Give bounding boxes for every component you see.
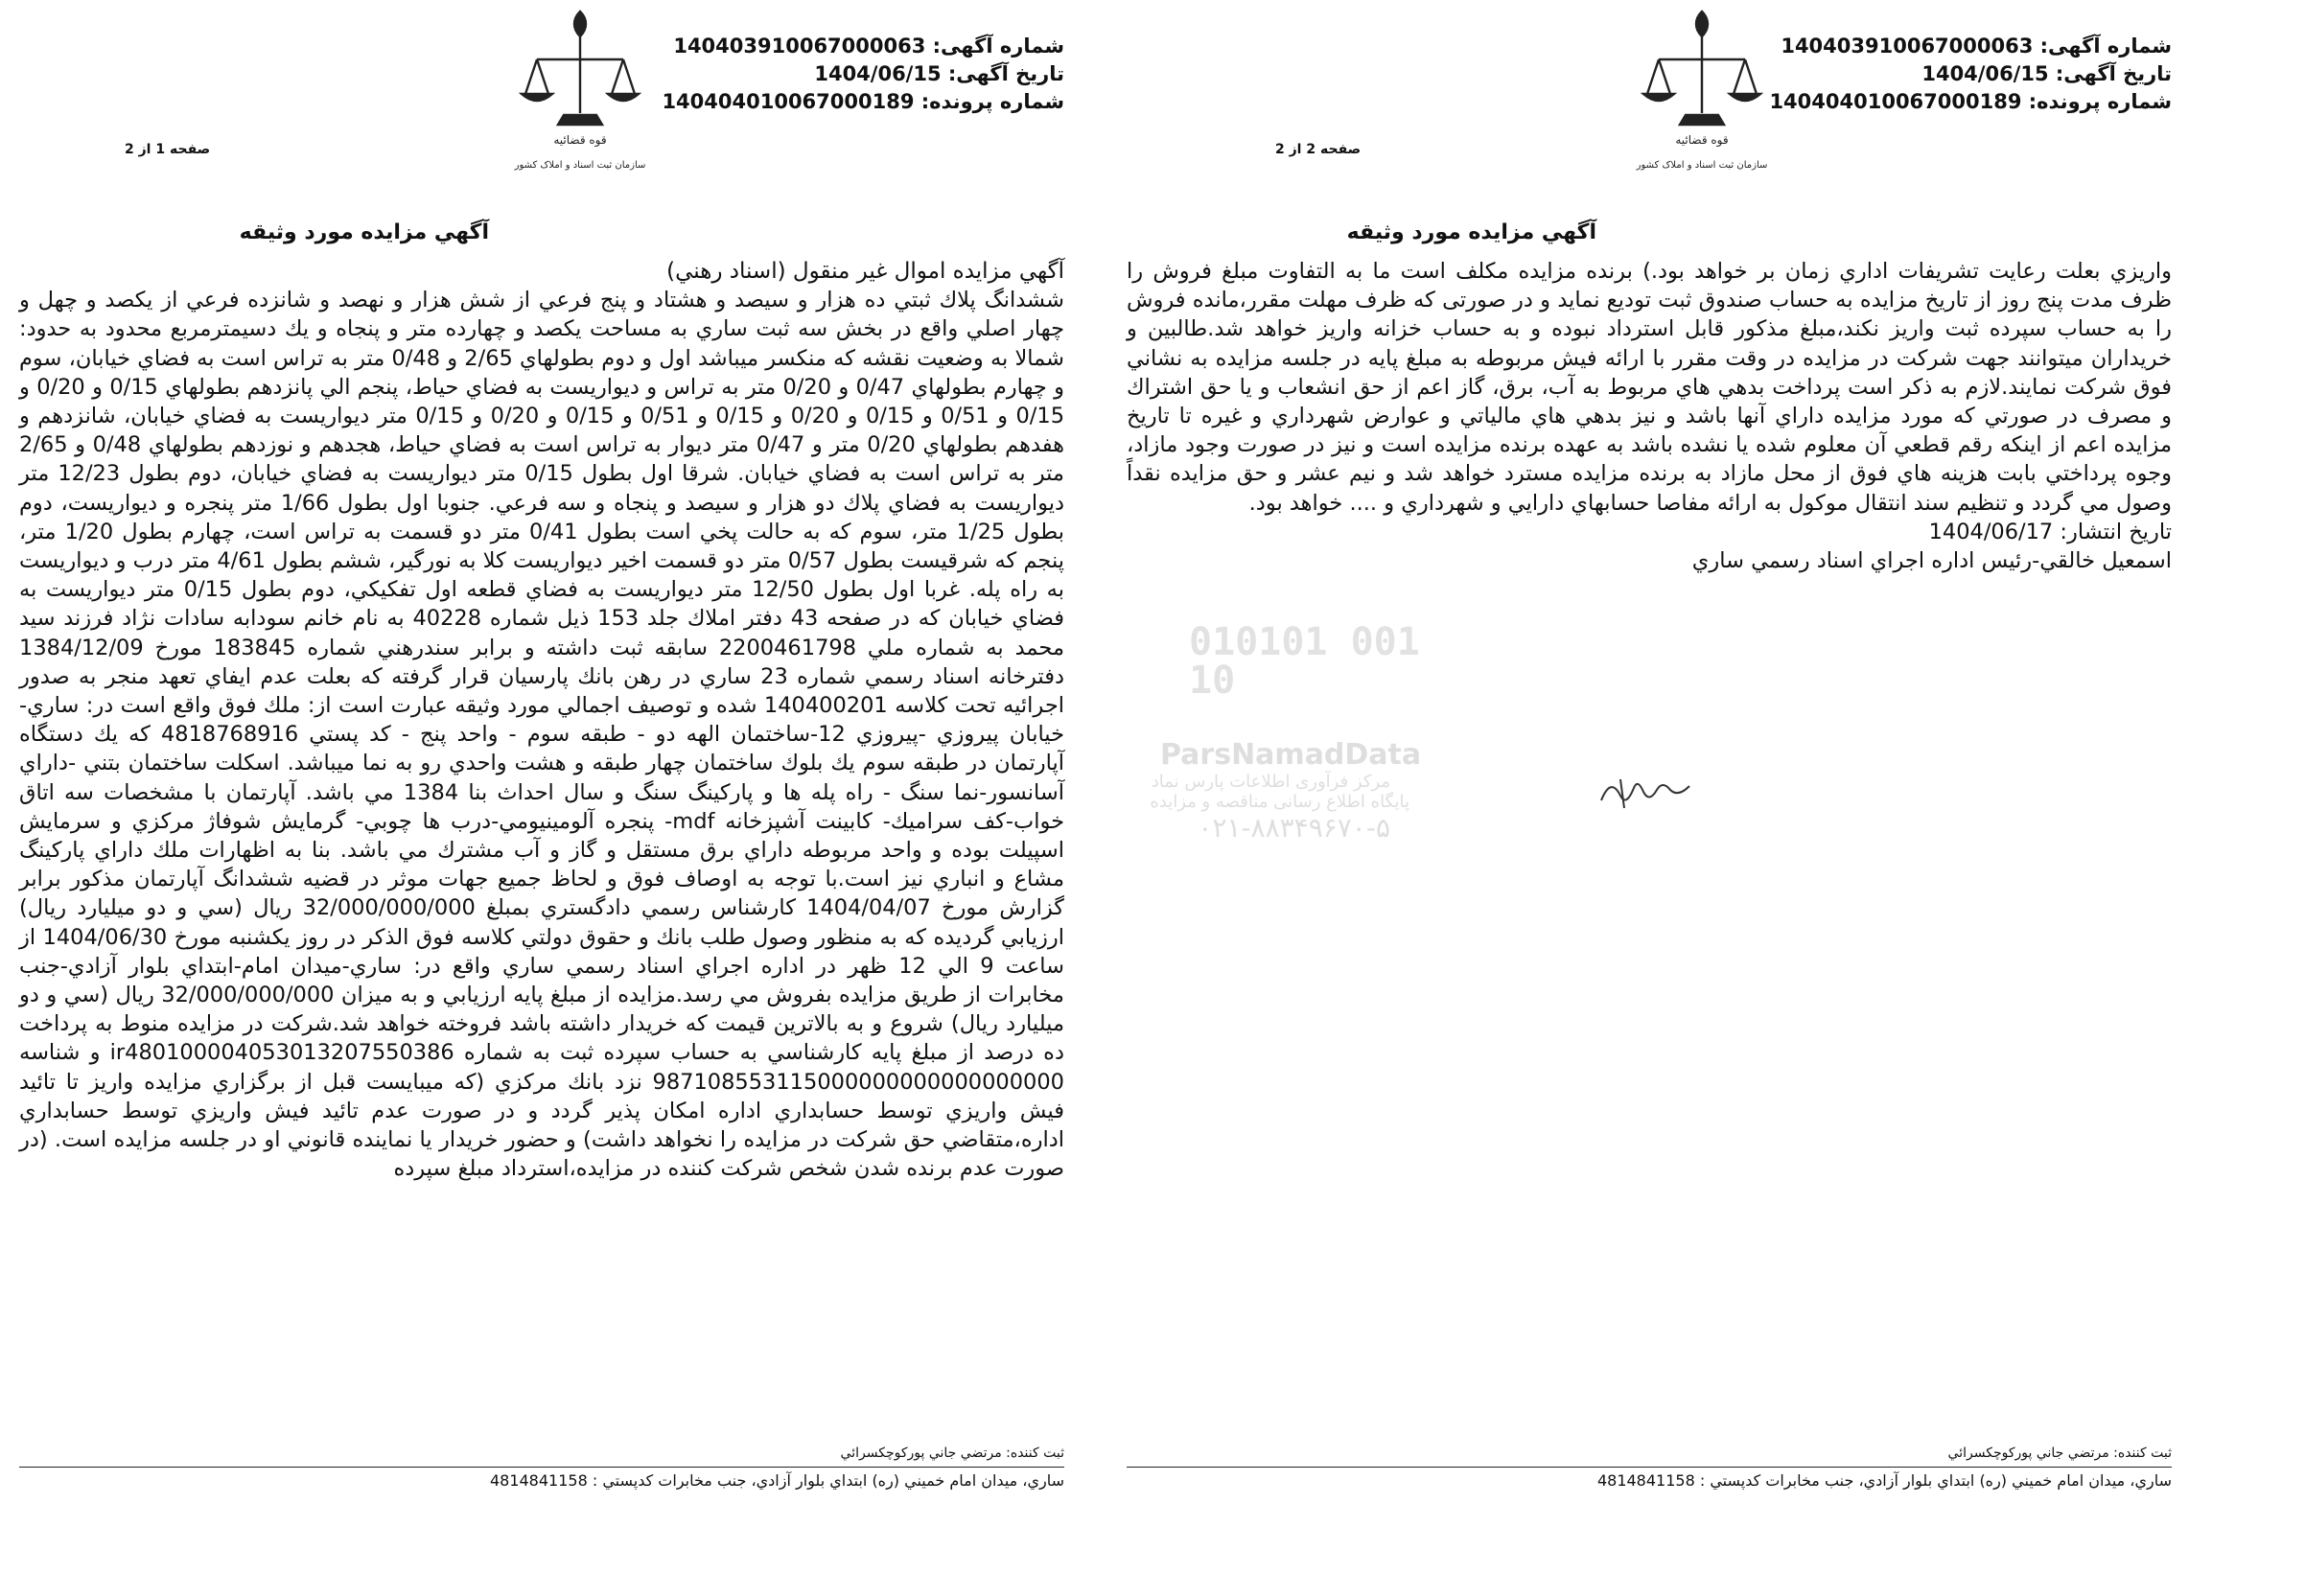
publish-date: تاريخ انتشار: 1404/06/17 xyxy=(1928,519,2172,544)
svg-text:قوه قضائیه: قوه قضائیه xyxy=(1675,133,1729,147)
page-number: صفحه 1 از 2 xyxy=(125,142,211,157)
notice-page-1 xyxy=(19,0,1064,1596)
notice-body xyxy=(19,257,1064,1184)
footer-divider xyxy=(1127,1467,2172,1468)
notice-number: 140403910067000063 xyxy=(1781,35,2034,58)
registrar: ثبت كننده: مرتضي جاني پوركوچكسرائي xyxy=(1947,1446,2172,1461)
notice-number: 140403910067000063 xyxy=(673,35,926,58)
signature-icon xyxy=(1592,762,1707,820)
watermark-line2: پایگاه اطلاع رسانی مناقصه و مزایده xyxy=(1150,792,1409,812)
notice-title: آگهي مزايده مورد وثيقه xyxy=(239,220,489,244)
notice-footer xyxy=(1127,1446,2172,1490)
file-number: 140404010067000189 xyxy=(662,90,915,113)
file-number-label: شماره پرونده: xyxy=(920,90,1064,113)
svg-text:قوه قضائیه: قوه قضائیه xyxy=(553,133,607,147)
page-number: صفحه 2 از 2 xyxy=(1275,142,1362,157)
notice-number-label: شماره آگهی: xyxy=(932,35,1064,58)
file-number: 140404010067000189 xyxy=(1769,90,2022,113)
registrar: ثبت كننده: مرتضي جاني پوركوچكسرائي xyxy=(840,1446,1064,1461)
notice-title: آگهي مزايده مورد وثيقه xyxy=(1346,220,1596,244)
notice-date: 1404/06/15 xyxy=(814,62,942,85)
notice-footer xyxy=(19,1446,1064,1490)
office-address: ساري، ميدان امام خميني (ره) ابتداي بلوار آزادي، جنب مخابرات كدپستي : 4814841158 xyxy=(1596,1471,2172,1490)
judiciary-emblem-icon xyxy=(508,0,652,192)
office-address: ساري، ميدان امام خميني (ره) ابتداي بلوار آزادي، جنب مخابرات كدپستي : 4814841158 xyxy=(489,1471,1064,1490)
notice-date: 1404/06/15 xyxy=(1921,62,2049,85)
notice-body-text: ششدانگ پلاك ثبتي ده هزار و سيصد و هشتاد و پنج فرعي از شش هزار و نهصد و شانزده فرعي از يكصد و چهل و چهار اصلي واقع در بخش سه ثبت ساري به مساحت يكصد و چهارده متر و پنجاه و يك دسيمترمربع محدود به حدود: شمالا به وضعيت نقشه كه منكسر ميباشد اول و دوم بطولهاي 2/65 و 0/48 متر به تراس است به فضاي خيابان، سوم و چهارم بطولهاي 0/47 و 0/20 متر به تراس و ديواريست به فضاي حياط، پنجم الي پانزدهم بطولهاي 0/15 و 0/20 و 0/15 و 0/51 و 0/15 و 0/20 و 0/15 و 0/51 و 0/15 و 0/20 و 0/15 متر ديواريست به فضاي خيابان، شانزدهم و هفدهم بطولهاي 0/20 متر و 0/47 متر ديوار به تراس است به فضاي حياط، هجدهم و نوزدهم بطولهاي 0/48 و 2/65 متر به تراس است به فضاي خيابان. شرقا اول بطول 0/15 متر ديواريست به فضاي خيابان، دوم بطول 12/23 متر ديواريست به فضاي پلاك دو هزار و سيصد و پنجاه و سه فرعي. جنوبا اول بطول 1/66 متر پنجره و ديواريست، دوم بطول 1/25 متر، سوم كه به حالت پخي است بطول 0/41 متر دو قسمت به تراس است، چهارم بطول 1/20 متر، پنجم كه شرقيست بطول 0/57 متر دو قسمت اخير ديواريست كلا به نورگير، ششم بطول 4/61 متر درب و ديواريست به راه پله. غربا اول بطول 12/50 متر ديواريست به فضاي قطعه اول تفكيكي، دوم بطول 0/15 متر ديواريست به فضاي خيابان كه در صفحه 43 دفتر املاك جلد 153 ذيل شماره 40228 به نام خانم سودابه سادات نژاد فرزند سيد محمد به شماره ملي 2200461798 سابقه ثبت داشته و برابر سندرهني شماره 183845 مورخ 1384/12/09 دفترخانه اسناد رسمي شماره 23 ساري در رهن بانك پارسيان قرار گرفته كه بعلت عدم ايفاي تعهد منجر به صدور اجرائيه تحت كلاسه 140400201 شده و توصيف اجمالي مورد وثيقه عبارت است از: ملك فوق واقع است در: ساري-خيابان پيروزي -پيروزي 12-ساختمان الهه دو - طبقه سوم - واحد پنج - كد پستي 4818768916 كه يك دستگاه آپارتمان در طبقه سوم يك بلوك ساختمان چهار طبقه و هشت واحدي رو به نما ميباشد. اسكلت ساختمان بتني -داراي آسانسور-نما سنگ - راه پله ها و پاركينگ سنگ و سال احداث بنا 1384 مي باشد. آپارتمان با مشخصات سه اتاق خواب-كف سراميك- كابينت آشپزخانه mdf- پنجره آلومينيومي-درب ها چوبي- گرمايش شوفاژ مركزي و سرمايش اسپيلت بوده و واحد مربوطه داراي برق مستقل و گاز و آب مشترك مي باشد. بنا به اظهارات ملك داراي پاركينگ مشاع و انباري نيز است.با توجه به اوصاف فوق و لحاظ جميع جهات موثر در قضيه ششدانگ آپارتمان مذكور برابر گزارش مورخ 1404/04/07 كارشناس رسمي دادگستري بمبلغ 32/000/000/000 ريال (سي و دو ميليارد ريال) ارزيابي گرديده كه به منظور وصول طلب بانك و حقوق دولتي كلاسه فوق الذكر در روز يكشنبه مورخ 1404/06/30 از ساعت 9 الي 12 ظهر در اداره اجراي اسناد رسمي ساري واقع در: ساري-ميدان امام-ابتداي بلوار آزادي-جنب مخابرات از طريق مزايده بفروش مي رسد.مزايده از مبلغ پايه ارزيابي و به ميزان 32/000/000/000 ريال (سي و دو ميليارد ريال) شروع و به بالاترين قيمت كه خريدار داشته باشد فروخته خواهد شد.شركت در مزايده منوط به پرداخت ده درصد از مبلغ پايه كارشناسي به حساب سپرده ثبت به شماره ir480100004053013207550386 و شناسه 987108553115000000000000000000 نزد بانك مركزي (كه ميبايست قبل از برگزاري مزايده واريز تا تائيد فيش واريزي توسط حسابداري اداره امكان پذير گردد و در صورت عدم تائيد فيش واريزي توسط حسابداري اداره،متقاضي حق شركت در مزايده را نخواهد داشت) و حضور خريدار يا نماينده قانوني او در جلسه مزايده است. (در صورت عدم برنده شدن شخص شركت كننده در مزايده،استرداد مبلغ سپرده xyxy=(19,288,1065,1182)
notice-date-label: تاریخ آگهی: xyxy=(2055,62,2172,85)
svg-text:سازمان ثبت اسناد و املاک کشور: سازمان ثبت اسناد و املاک کشور xyxy=(1636,160,1768,171)
notice-header-meta xyxy=(662,33,1064,116)
watermark-digits: 010101 001 10 xyxy=(1189,620,1420,703)
notice-subtitle: آگهي مزايده اموال غير منقول (اسناد رهني) xyxy=(666,259,1064,284)
signatory: اسمعيل خالقي-رئيس اداره اجراي اسناد رسمي ساري xyxy=(1691,548,2172,574)
watermark-line1: مرکز فرآوری اطلاعات پارس نماد xyxy=(1151,772,1390,792)
footer-divider xyxy=(19,1467,1064,1468)
file-number-label: شماره پرونده: xyxy=(2028,90,2172,113)
notice-header-meta xyxy=(1769,33,2172,116)
notice-body xyxy=(1127,257,2172,575)
notice-number-label: شماره آگهی: xyxy=(2039,35,2172,58)
watermark-brand: ParsNamadData xyxy=(1160,738,1422,772)
notice-body-text: واريزي بعلت رعايت تشريفات اداري زمان بر خواهد بود.) برنده مزايده مكلف است ما به التفاوت مبلغ فروش را ظرف مدت پنج روز از تاريخ مزايده به حساب صندوق ثبت توديع نمايد و در صورتی كه ظرف مهلت مقرر،مانده فروش را به حساب سپرده ثبت واريز نكند،مبلغ مذكور قابل استرداد نبوده و به حساب خزانه واريز خواهد شد.طالبين و خريداران ميتوانند جهت شركت در مزايده در وقت مقرر با ارائه فيش مربوطه به مبلغ پايه در جلسه مزايده به نشاني فوق شركت نمايند.لازم به ذكر است پرداخت بدهي هاي مربوط به آب، برق، گاز اعم از حق انشعاب و يا حق اشتراك و مصرف در صورتي كه مورد مزايده داراي آنها باشد و نيز بدهي هاي مالياتي و عوارض شهرداري و غيره تا تاريخ مزايده اعم از اينكه رقم قطعي آن معلوم شده يا نشده باشد به عهده برنده مزايده است و نيز در صورت وجود مازاد، وجوه پرداختي بابت هزينه هاي فوق از محل مازاد به برنده مزايده مسترد خواهد شد و نيم عشر و حق مزايده نقداً وصول مي گردد و تنظيم سند انتقال موكول به ارائه مفاصا حسابهاي دارايي و شهرداري و .... خواهد بود. xyxy=(1127,259,2172,516)
notice-date-label: تاریخ آگهی: xyxy=(947,62,1064,85)
judiciary-emblem-icon xyxy=(1630,0,1774,192)
svg-text:سازمان ثبت اسناد و املاک کشور: سازمان ثبت اسناد و املاک کشور xyxy=(514,160,646,171)
watermark-phone: ۰۲۱-۸۸۳۴۹۶۷۰-۵ xyxy=(1198,812,1390,844)
